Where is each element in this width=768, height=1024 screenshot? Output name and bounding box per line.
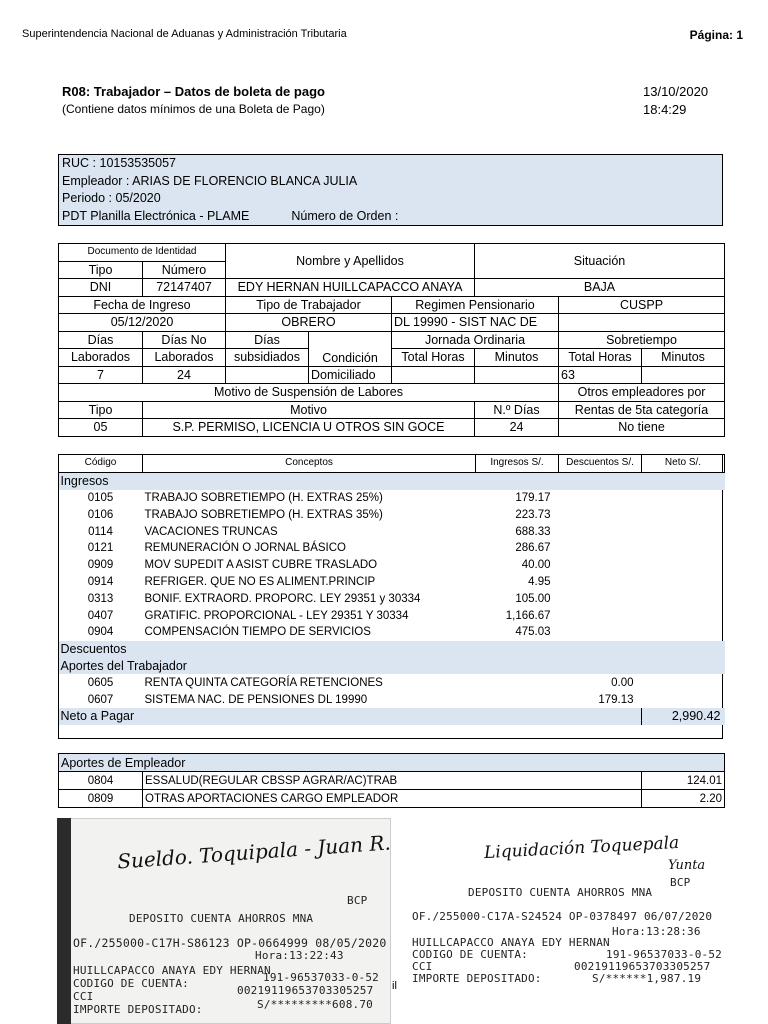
income-name: MOV SUPEDIT A ASIST CUBRE TRASLADO (144, 559, 378, 572)
employer-contribution-name: OTRAS APORTACIONES CARGO EMPLEADOR (143, 790, 642, 808)
days-worked: 7 (59, 366, 143, 384)
income-code: 0904 (87, 626, 114, 639)
income-net (642, 540, 725, 557)
income-income: 105.00 (515, 592, 551, 605)
income-net (642, 523, 725, 540)
income-code: 0114 (88, 525, 113, 538)
income-income: 223.73 (515, 508, 551, 521)
income-deduction (559, 607, 642, 624)
handwritten-signature-right: Yunta (668, 858, 706, 873)
concepts-table (58, 454, 725, 725)
suspension-header: Motivo de Suspensión de Labores (59, 384, 559, 402)
doc-type: DNI (59, 279, 143, 297)
income-row (59, 574, 725, 591)
time-right: Hora:13:28:36 (612, 925, 701, 938)
income-name: REFRIGER. QUE NO ES ALIMENT.PRINCIP (144, 575, 376, 588)
account-right: 191-96537033-0-52 (606, 948, 722, 961)
stray-mark: il (392, 980, 397, 992)
overtime-minutes (642, 366, 725, 384)
income-name: TRABAJO SOBRETIEMPO (H. EXTRAS 25%) (144, 491, 383, 504)
order-number-label: Número de Orden : (291, 208, 399, 223)
pension-regime: DL 19990 - SIST NAC DE (392, 314, 559, 332)
account-left: 191-96537033-0-52 (263, 971, 379, 984)
overtime-minutes-header: Minutos (642, 349, 725, 367)
holder-left: HUILLCAPACCO ANAYA EDY HERNAN (73, 964, 271, 977)
employer-contribution-code: 0804 (59, 772, 143, 790)
doc-number: 72147407 (143, 279, 226, 297)
employer-contributions-section: Aportes de Empleador (59, 754, 725, 772)
bank-left: BCP (347, 894, 368, 907)
income-net (642, 607, 725, 624)
other-employers-header-1: Otros empleadores por (559, 384, 725, 402)
income-name: TRABAJO SOBRETIEMPO (H. EXTRAS 35%) (144, 508, 383, 521)
income-row (59, 590, 725, 607)
days-not-worked-header-2: Laborados (143, 349, 226, 367)
account-label-left: CODIGO DE CUENTA: (73, 977, 189, 990)
name-header: Nombre y Apellidos (226, 244, 475, 279)
cuspp (559, 314, 725, 332)
income-code: 0407 (87, 609, 114, 622)
col-income: Ingresos S/. (476, 455, 559, 473)
income-net (642, 590, 725, 607)
employer-contribution-amount: 124.01 (642, 772, 725, 790)
situation-header: Situación (475, 244, 725, 279)
income-income: 475.03 (515, 626, 551, 639)
regular-minutes-header: Minutos (475, 349, 559, 367)
worker-contribution-row (59, 691, 725, 708)
suspension-type-header: Tipo (59, 401, 143, 419)
operation-left: OF./255000-C17H-S86123 OP-0664999 08/05/2020 (73, 936, 387, 950)
income-deduction (559, 523, 642, 540)
income-code: 0106 (87, 508, 114, 521)
page-number: Página: 1 (689, 28, 743, 42)
pension-header: Regimen Pensionario (392, 296, 559, 314)
employer-contribution-amount: 2.20 (642, 790, 725, 808)
days-worked-header-2: Laborados (59, 349, 143, 367)
days-not-worked-header-1: Días No (143, 331, 226, 349)
income-row (59, 624, 725, 641)
income-row (59, 557, 725, 574)
income-income: 286.67 (515, 542, 551, 555)
income-row (59, 523, 725, 540)
worker-contribution-net (642, 691, 725, 708)
income-name: BONIF. EXTRAORD. PROPORC. LEY 29351 y 30334 (144, 592, 421, 605)
report-title: R08: Trabajador – Datos de boleta de pago (62, 84, 325, 99)
suspension-reason-header: Motivo (143, 401, 475, 419)
income-code: 0313 (87, 592, 114, 605)
days-subsidized-header-2: subsidiados (226, 349, 309, 367)
income-income: 4.95 (528, 575, 551, 588)
cci-right: 00219119653703305257 (574, 960, 711, 973)
income-name: COMPENSACIÓN TIEMPO DE SERVICIOS (144, 626, 371, 639)
scan-edge (57, 818, 71, 1024)
bank-right: BCP (670, 876, 691, 889)
income-deduction (559, 574, 642, 591)
report-date: 13/10/2020 (643, 84, 709, 99)
regular-hours-header: Jornada Ordinaria (392, 331, 559, 349)
receipt-title-right: DEPOSITO CUENTA AHORROS MNA (468, 886, 653, 899)
income-net (642, 506, 725, 523)
worker-contribution-net (642, 674, 725, 691)
income-net (642, 624, 725, 641)
days-worked-header-1: Días (59, 331, 143, 349)
col-concepts: Conceptos (143, 455, 476, 473)
income-deduction (559, 540, 642, 557)
worker-contribution-code: 0605 (87, 676, 114, 689)
employer-contribution-name: ESSALUD(REGULAR CBSSP AGRAR/AC)TRAB (143, 772, 642, 790)
worker-type: OBRERO (226, 314, 392, 332)
overtime-total-hours-header: Total Horas (559, 349, 642, 367)
employer-contribution-row (59, 790, 725, 808)
worker-contribution-name: RENTA QUINTA CATEGORÍA RETENCIONES (144, 676, 383, 689)
condition-header: Condición (309, 331, 392, 366)
report-subtitle: (Contiene datos mínimos de una Boleta de Pago) (62, 102, 325, 116)
income-row (59, 506, 725, 523)
income-row (59, 540, 725, 557)
income-code: 0105 (87, 491, 114, 504)
income-income: 179.17 (515, 491, 551, 504)
amount-left: S/*********608.70 (257, 998, 373, 1011)
handwritten-note-right: Liquidación Toquepala (483, 832, 680, 864)
overtime-total-hours: 63 (559, 366, 642, 384)
amount-label-left: IMPORTE DEPOSITADO: (73, 1003, 203, 1016)
worker-contribution-income (476, 691, 559, 708)
worker-contribution-code: 0607 (87, 693, 114, 706)
net-pay-value: 2,990.42 (642, 708, 725, 725)
amount-label-right: IMPORTE DEPOSITADO: (412, 972, 542, 985)
regular-minutes (475, 366, 559, 384)
report-time: 18:4:29 (643, 102, 687, 117)
ruc: RUC : 10153535057 (62, 156, 176, 170)
worker-contributions-section: Aportes del Trabajador (59, 658, 725, 675)
deposit-receipt-left (57, 818, 391, 1024)
deductions-section: Descuentos (59, 641, 725, 658)
col-net: Neto S/. (642, 455, 725, 473)
overtime-header: Sobretiempo (559, 331, 725, 349)
col-deductions: Descuentos S/. (559, 455, 642, 473)
worker-contribution-deduction: 179.13 (598, 693, 634, 706)
income-income: 40.00 (521, 559, 551, 572)
days-not-worked: 24 (143, 366, 226, 384)
employer-contribution-code: 0809 (59, 790, 143, 808)
doc-type-header: Tipo (59, 261, 143, 279)
employer-name: Empleador : ARIAS DE FLORENCIO BLANCA JULIA (62, 173, 358, 188)
cci-left: 00219119653703305257 (237, 984, 374, 997)
suspension-days: 24 (475, 419, 559, 437)
income-row (59, 607, 725, 624)
receipt-title-left: DEPOSITO CUENTA AHORROS MNA (129, 912, 314, 925)
income-net (642, 574, 725, 591)
net-pay-label: Neto a Pagar (59, 708, 642, 725)
period: Periodo : 05/2020 (62, 191, 161, 205)
suspension-days-header: N.º Días (475, 401, 559, 419)
days-subsidized (226, 366, 309, 384)
employer-box (58, 154, 723, 226)
income-net (642, 490, 725, 507)
worker-contribution-income (476, 674, 559, 691)
worker-type-header: Tipo de Trabajador (226, 296, 392, 314)
income-deduction (559, 590, 642, 607)
worker-contribution-row (59, 674, 725, 691)
income-name: GRATIFIC. PROPORCIONAL - LEY 29351 Y 30334 (144, 609, 409, 622)
pdt-line (62, 208, 719, 226)
other-employers: No tiene (559, 419, 725, 437)
operation-right: OF./255000-C17A-S24524 OP-0378497 06/07/2020 (412, 910, 713, 923)
employer-contributions-table (58, 753, 725, 808)
col-code: Código (59, 455, 143, 473)
income-income: 1,166.67 (505, 609, 551, 622)
income-code: 0914 (87, 575, 114, 588)
income-income: 688.33 (515, 525, 551, 538)
worker-table (58, 243, 725, 437)
situation: BAJA (475, 279, 725, 297)
employer-contribution-row (59, 772, 725, 790)
income-name: REMUNERACIÓN O JORNAL BÁSICO (144, 542, 346, 555)
account-label-right: CODIGO DE CUENTA: (412, 948, 528, 961)
income-name: VACACIONES TRUNCAS (144, 525, 278, 538)
income-net (642, 557, 725, 574)
income-deduction (559, 624, 642, 641)
pdt-label: PDT Planilla Electrónica - PLAME (62, 208, 250, 223)
worker-name: EDY HERNAN HUILLCAPACCO ANAYA (226, 279, 475, 297)
income-deduction (559, 490, 642, 507)
doc-identity-header: Documento de Identidad (59, 244, 226, 262)
doc-number-header: Número (143, 261, 226, 279)
worker-contribution-deduction: 0.00 (611, 676, 634, 689)
income-code: 0121 (87, 542, 114, 555)
suspension-type: 05 (59, 419, 143, 437)
worker-contribution-name: SISTEMA NAC. DE PENSIONES DL 19990 (144, 693, 368, 706)
cci-label-left: CCI (73, 990, 94, 1003)
organization-name: Superintendencia Nacional de Aduanas y Administración Tributaria (22, 28, 347, 40)
handwritten-note-left: Sueldo. Toquipala - Juan R. (116, 830, 391, 874)
time-left: Hora:13:22:43 (255, 949, 344, 962)
income-row (59, 490, 725, 507)
cuspp-header: CUSPP (559, 296, 725, 314)
condition: Domiciliado (309, 366, 392, 384)
hire-date-header: Fecha de Ingreso (59, 296, 226, 314)
other-employers-header-2: Rentas de 5ta categoría (559, 401, 725, 419)
deposit-receipt-right (406, 824, 728, 1024)
regular-total-hours-header: Total Horas (392, 349, 475, 367)
days-subsidized-header-1: Días (226, 331, 309, 349)
holder-right: HUILLCAPACCO ANAYA EDY HERNAN (412, 936, 610, 949)
hire-date: 05/12/2020 (59, 314, 226, 332)
income-section: Ingresos (59, 472, 725, 489)
income-deduction (559, 506, 642, 523)
income-deduction (559, 557, 642, 574)
cci-label-right: CCI (412, 960, 433, 973)
income-code: 0909 (87, 559, 114, 572)
suspension-reason: S.P. PERMISO, LICENCIA U OTROS SIN GOCE (143, 419, 475, 437)
regular-total-hours (392, 366, 475, 384)
amount-right: S/******1,987.19 (592, 972, 702, 985)
